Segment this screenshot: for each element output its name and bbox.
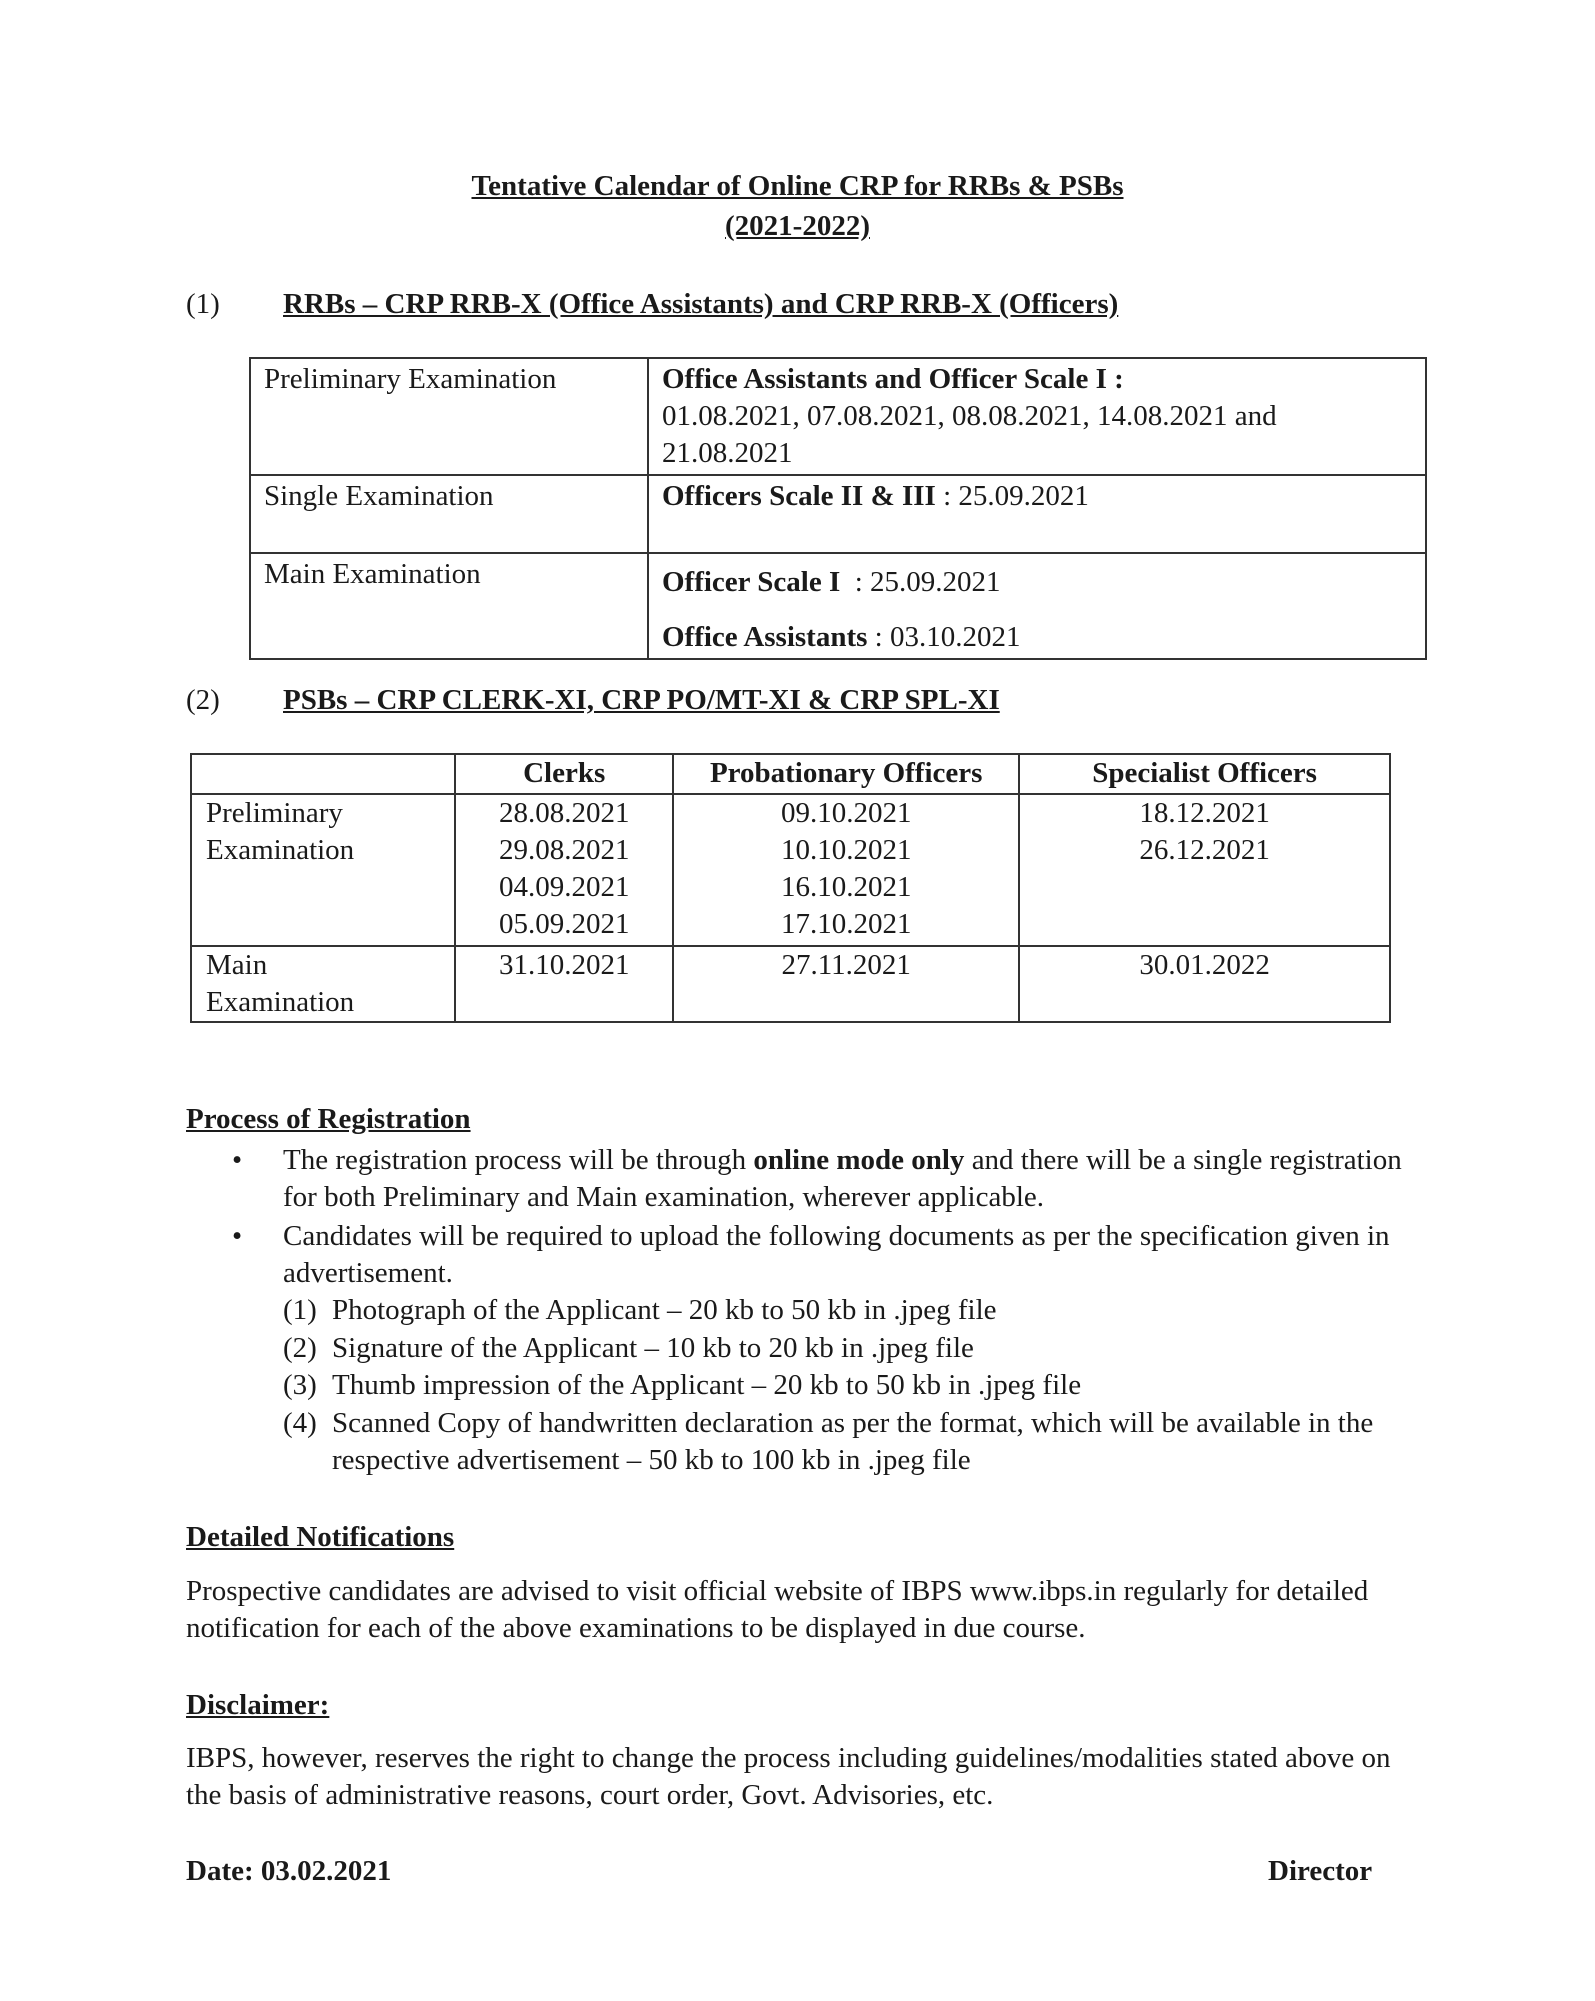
so-dates — [1019, 946, 1390, 1022]
date-value: 17.10.2021 — [780, 908, 912, 940]
exam-label: Main Examination — [250, 553, 648, 659]
signatory: Director — [1268, 1855, 1373, 1887]
registration-bullet-1 — [283, 1142, 1428, 1216]
post-name: Officer Scale I — [662, 566, 841, 598]
date-value: 18.12.2021 — [1139, 797, 1270, 829]
date-value: 05.09.2021 — [498, 908, 630, 940]
date-value: 30.01.2022 — [1139, 949, 1270, 981]
date-value: 09.10.2021 — [780, 797, 912, 829]
document-item-number: (1) — [283, 1294, 317, 1326]
post-name: Office Assistants and Officer Scale I : — [662, 363, 1124, 395]
document-item: Thumb impression of the Applicant – 20 kb to 50 kb in .jpeg file — [332, 1369, 1082, 1401]
table-row — [250, 358, 1426, 475]
notifications-text: Prospective candidates are advised to visit official website of IBPS www.ibps.in regularly for detailed notification for each of the above examinations to be displayed in due course. — [186, 1575, 1369, 1644]
column-header: Clerks — [455, 754, 673, 794]
rrb-schedule-table — [249, 357, 1427, 660]
bullet-text-emphasis: online mode only — [753, 1144, 965, 1176]
document-title: Tentative Calendar of Online CRP for RRBs & PSBs — [471, 170, 1124, 202]
psb-schedule-table — [190, 753, 1391, 1023]
notifications-heading: Detailed Notifications — [186, 1521, 455, 1553]
section-1-number: (1) — [186, 288, 220, 320]
exam-label: Main Examination — [191, 946, 455, 1022]
date-value: : 03.10.2021 — [867, 621, 1021, 653]
date-value: 28.08.2021 — [498, 797, 630, 829]
so-dates — [1019, 794, 1390, 946]
date-value: : 25.09.2021 — [840, 566, 1001, 598]
date-value: 29.08.2021 — [498, 834, 630, 866]
bullet-icon: • — [232, 1220, 243, 1252]
document-item: Photograph of the Applicant – 20 kb to 50 kb in .jpeg file — [332, 1294, 997, 1326]
registration-bullet-2: Candidates will be required to upload the following documents as per the specification given in advertisement. — [283, 1220, 1390, 1289]
date-value: 16.10.2021 — [780, 871, 912, 903]
post-name: Officers Scale II & III — [662, 480, 936, 512]
section-2-number: (2) — [186, 684, 220, 716]
table-row — [250, 553, 1426, 659]
po-dates — [673, 794, 1019, 946]
date-value: 26.12.2021 — [1139, 834, 1270, 866]
table-row — [191, 946, 1390, 1022]
date-value: 10.10.2021 — [780, 834, 912, 866]
table-header-row — [191, 754, 1390, 794]
column-header — [191, 754, 455, 794]
clerks-dates — [455, 946, 673, 1022]
date-list: 01.08.2021, 07.08.2021, 08.08.2021, 14.08.2021 and 21.08.2021 — [662, 400, 1277, 469]
section-1-heading: RRBs – CRP RRB-X (Office Assistants) and CRP RRB-X (Officers) — [283, 288, 1119, 320]
document-item-number: (2) — [283, 1332, 317, 1364]
table-row — [250, 475, 1426, 553]
clerks-dates — [455, 794, 673, 946]
exam-label: Single Examination — [250, 475, 648, 553]
date-value: 31.10.2021 — [498, 949, 630, 981]
exam-dates — [648, 553, 1426, 659]
document-item: Scanned Copy of handwritten declaration as per the format, which will be available in the respective advertisement – 50 kb to 100 kb in .jpeg file — [332, 1407, 1374, 1476]
document-item-number: (4) — [283, 1407, 317, 1439]
document-title-year: (2021-2022) — [725, 210, 870, 242]
exam-dates — [648, 475, 1426, 553]
exam-label: Preliminary Examination — [191, 794, 455, 946]
date-value: 04.09.2021 — [498, 871, 630, 903]
exam-label: Preliminary Examination — [250, 358, 648, 475]
exam-dates — [648, 358, 1426, 475]
bullet-text-part: and there will be a single registration for both Preliminary and Main examination, wherever applicable. — [283, 1144, 1402, 1213]
document-date: Date: 03.02.2021 — [186, 1855, 392, 1887]
column-header: Specialist Officers — [1019, 754, 1390, 794]
document-item-number: (3) — [283, 1369, 317, 1401]
registration-heading: Process of Registration — [186, 1103, 471, 1135]
bullet-icon: • — [232, 1144, 243, 1176]
disclaimer-heading: Disclaimer: — [186, 1689, 330, 1721]
po-dates — [673, 946, 1019, 1022]
document-item: Signature of the Applicant – 10 kb to 20 kb in .jpeg file — [332, 1332, 974, 1364]
date-value: : 25.09.2021 — [935, 480, 1089, 512]
date-value: 27.11.2021 — [781, 949, 911, 981]
bullet-text-part: The registration process will be through — [283, 1144, 754, 1176]
table-row — [191, 794, 1390, 946]
disclaimer-text: IBPS, however, reserves the right to change the process including guidelines/modalities stated above on the basis of administrative reasons, court order, Govt. Advisories, etc. — [186, 1742, 1391, 1811]
column-header: Probationary Officers — [673, 754, 1019, 794]
section-2-heading: PSBs – CRP CLERK-XI, CRP PO/MT-XI & CRP SPL-XI — [283, 684, 1000, 716]
post-name: Office Assistants — [662, 621, 868, 653]
